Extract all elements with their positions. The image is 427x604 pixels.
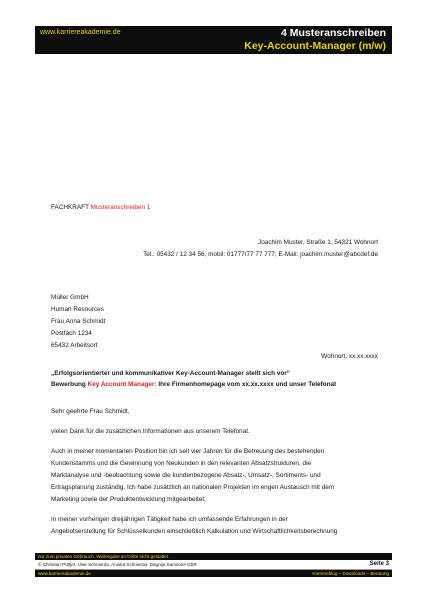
recipient-line: Human Resources: [51, 306, 104, 313]
paragraph-2-line: Kundenstamms und die Gewinnung von Neukunden in den relevanten Absatzstrukturen, die: [51, 460, 312, 467]
sender-address: Joachim Muster, Straße 1, 54321 Wohnort: [258, 239, 378, 246]
header-subtitle: Key-Account-Manager (m/w): [244, 40, 386, 52]
sender-contact: Tel.: 05432 / 12 34 56, mobil: 01777/77 77 777, E-Mail: joachim.muster@abcdef.de: [143, 251, 378, 258]
footer-usage: nur zum privaten Gebrauch, Weitergabe an Dritte nicht gestattet: [38, 554, 169, 559]
subject-prefix: Bewerbung: [51, 381, 88, 388]
paragraph-2-line: Auch in meiner momentanen Position bin ich seit vier Jahren für die Betreuung des bestehenden: [51, 448, 325, 455]
paragraph-2-line: Marketing sowie der Produktentwicklung mitgearbeitet.: [51, 496, 206, 503]
document-header: [35, 26, 392, 54]
recipient-line: 65432 Arbeitsort: [51, 342, 98, 349]
footer-links-bar: [35, 570, 392, 577]
subject-rest: Ihre Firmenhomepage vom xx.xx.xxxx und unser Telefonat: [156, 381, 337, 388]
letter-date: Wohnort, xx.xx.xxxx: [321, 353, 378, 360]
paragraph-2-line: Ertragsplanung zuständig. Ich habe zusätzlich an nationalen Projekten im engen Austausch mit dem: [51, 484, 335, 491]
footer-copyright: © Christian Püttjer, Uwe Schnierda, Annika Schnierda, Dagnija Samsone GbR: [38, 562, 197, 567]
paragraph-3-line: In meiner vorherigen dreijährigen Tätigkeit habe ich umfassende Erfahrungen in der: [51, 516, 288, 523]
label-prefix: FACHKRAFT: [51, 204, 89, 211]
paragraph-1: vielen Dank für die zusätzlichen Informationen aus unserem Telefonat.: [51, 428, 250, 435]
header-site[interactable]: www.karriereakademie.de: [40, 29, 121, 36]
page-number: Seite 3: [369, 561, 389, 567]
document-label: [51, 203, 150, 213]
label-name: Musteranschreiben 1: [90, 204, 151, 211]
subject-position: Key Account Manager:: [87, 381, 157, 388]
subject-line-1: „Erfolgsorientierter und kommunikativer Key-Account-Manager stellt sich vor“: [51, 370, 290, 377]
header-title: 4 Musteranschreiben: [280, 27, 386, 39]
recipient-line: Postfach 1234: [51, 330, 92, 337]
paragraph-2-line: Marktanalyse und -beobachtung sowie die kundenbezogene Absatz-, Umsatz-, Sortiments- und: [51, 472, 321, 479]
recipient-line: Frau Anna Schmidt: [51, 318, 106, 325]
footer-blog-link[interactable]: Karriereblog – Downloads – Beratung: [312, 571, 389, 576]
footer-site-link[interactable]: www.karriereakademie.de: [38, 571, 91, 576]
greeting: Sehr geehrte Frau Schmidt,: [51, 408, 130, 415]
footer-copyright-bar: [35, 561, 392, 570]
recipient-line: Müller GmbH: [51, 294, 89, 301]
subject-line-2: [51, 380, 336, 390]
paragraph-3-line: Angebotserstellung für Schlüsselkunden einschließlich Kalkulation und Wirtschaftlichkeitsberechnung: [51, 528, 338, 535]
footer-usage-bar: [35, 553, 392, 560]
